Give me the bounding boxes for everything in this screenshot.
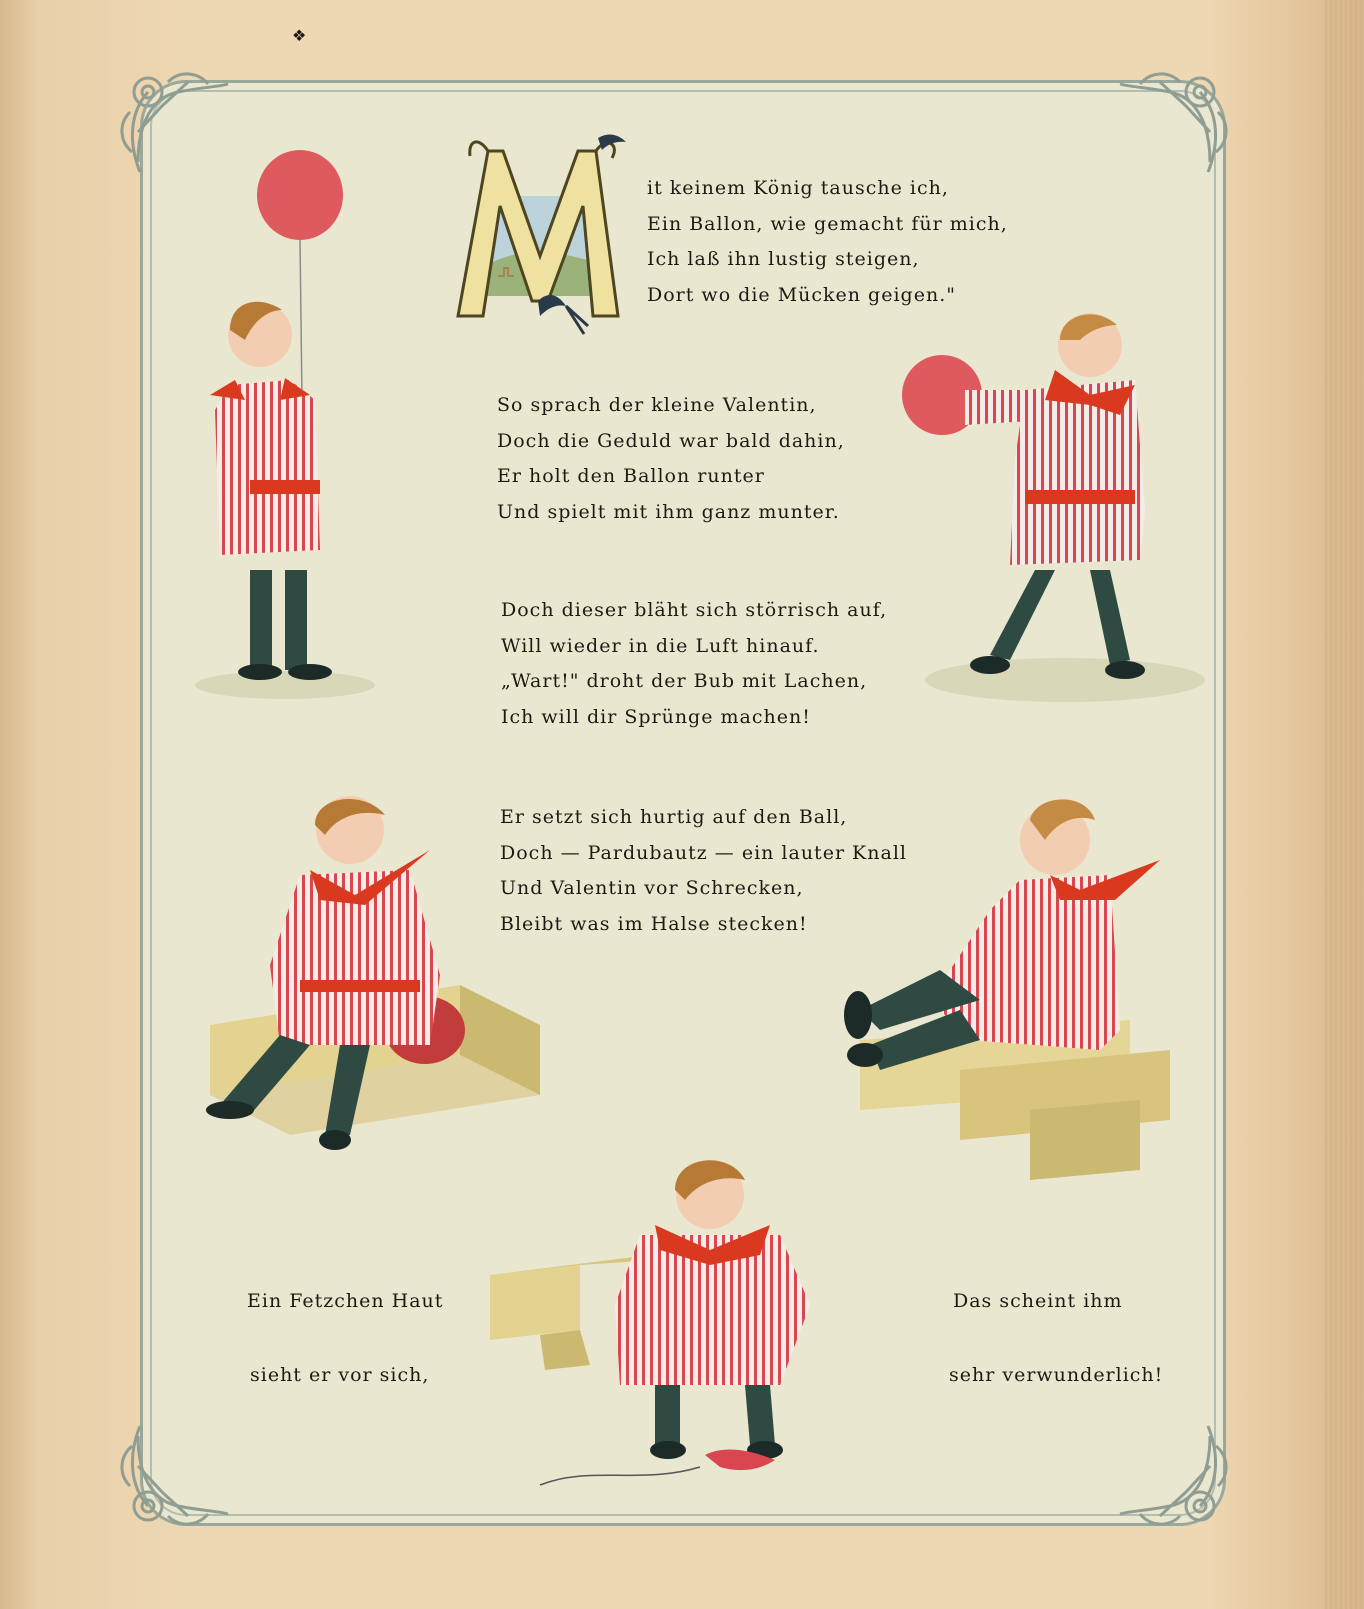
verse-line: Und Valentin vor Schrecken, — [500, 877, 804, 899]
closing-right-line-1: Das scheint ihm — [953, 1290, 1123, 1312]
closing-left-line-2: sieht er vor sich, — [250, 1364, 430, 1386]
verse-line: Doch die Geduld war bald dahin, — [497, 429, 845, 452]
verse-line: Ich laß ihn lustig steigen, — [647, 248, 920, 270]
corner-ornament-bottom-left — [118, 1416, 238, 1536]
verse-line: Bleibt was im Halse stecken! — [500, 912, 808, 935]
closing-right-line-2: sehr verwunderlich! — [949, 1364, 1164, 1386]
boy-with-ball-illustration — [905, 310, 1205, 710]
verse-line: Ich will dir Sprünge machen! — [501, 705, 811, 728]
boy-falling-back-illustration — [840, 800, 1210, 1200]
stanza-1 — [647, 171, 1008, 313]
verse-line: Er setzt sich hurtig auf den Ball, — [500, 806, 848, 828]
closing-left-line-1: Ein Fetzchen Haut — [247, 1290, 444, 1312]
verse-line: „Wart!" droht der Bub mit Lachen, — [501, 670, 868, 692]
boy-sitting-on-ball-illustration — [190, 795, 550, 1195]
corner-ornament-bottom-right — [1110, 1416, 1230, 1536]
verse-line: Ein Ballon, wie gemacht für mich, — [647, 212, 1008, 235]
page-edge — [1324, 0, 1364, 1609]
verse-line: Er holt den Ballon runter — [497, 465, 765, 487]
corner-ornament-top-right — [1110, 62, 1230, 182]
stanza-3 — [501, 593, 887, 735]
verse-line: it keinem König tausche ich, — [647, 177, 949, 199]
verse-line: Dort wo die Mücken geigen." — [647, 283, 956, 306]
verse-line: Will wieder in die Luft hinauf. — [501, 634, 820, 657]
decorated-initial — [448, 126, 634, 342]
stanza-2 — [497, 388, 845, 530]
verse-line: Und spielt mit ihm ganz munter. — [497, 500, 840, 523]
boy-looking-at-burst-balloon-illustration — [490, 1155, 850, 1495]
verse-line: Doch dieser bläht sich störrisch auf, — [501, 599, 888, 621]
ink-speck: ❖ — [292, 26, 307, 45]
verse-line: Doch — Pardubautz — ein lauter Knall — [500, 841, 907, 864]
boy-holding-balloon-illustration — [190, 150, 390, 710]
verse-line: So sprach der kleine Valentin, — [497, 394, 817, 416]
